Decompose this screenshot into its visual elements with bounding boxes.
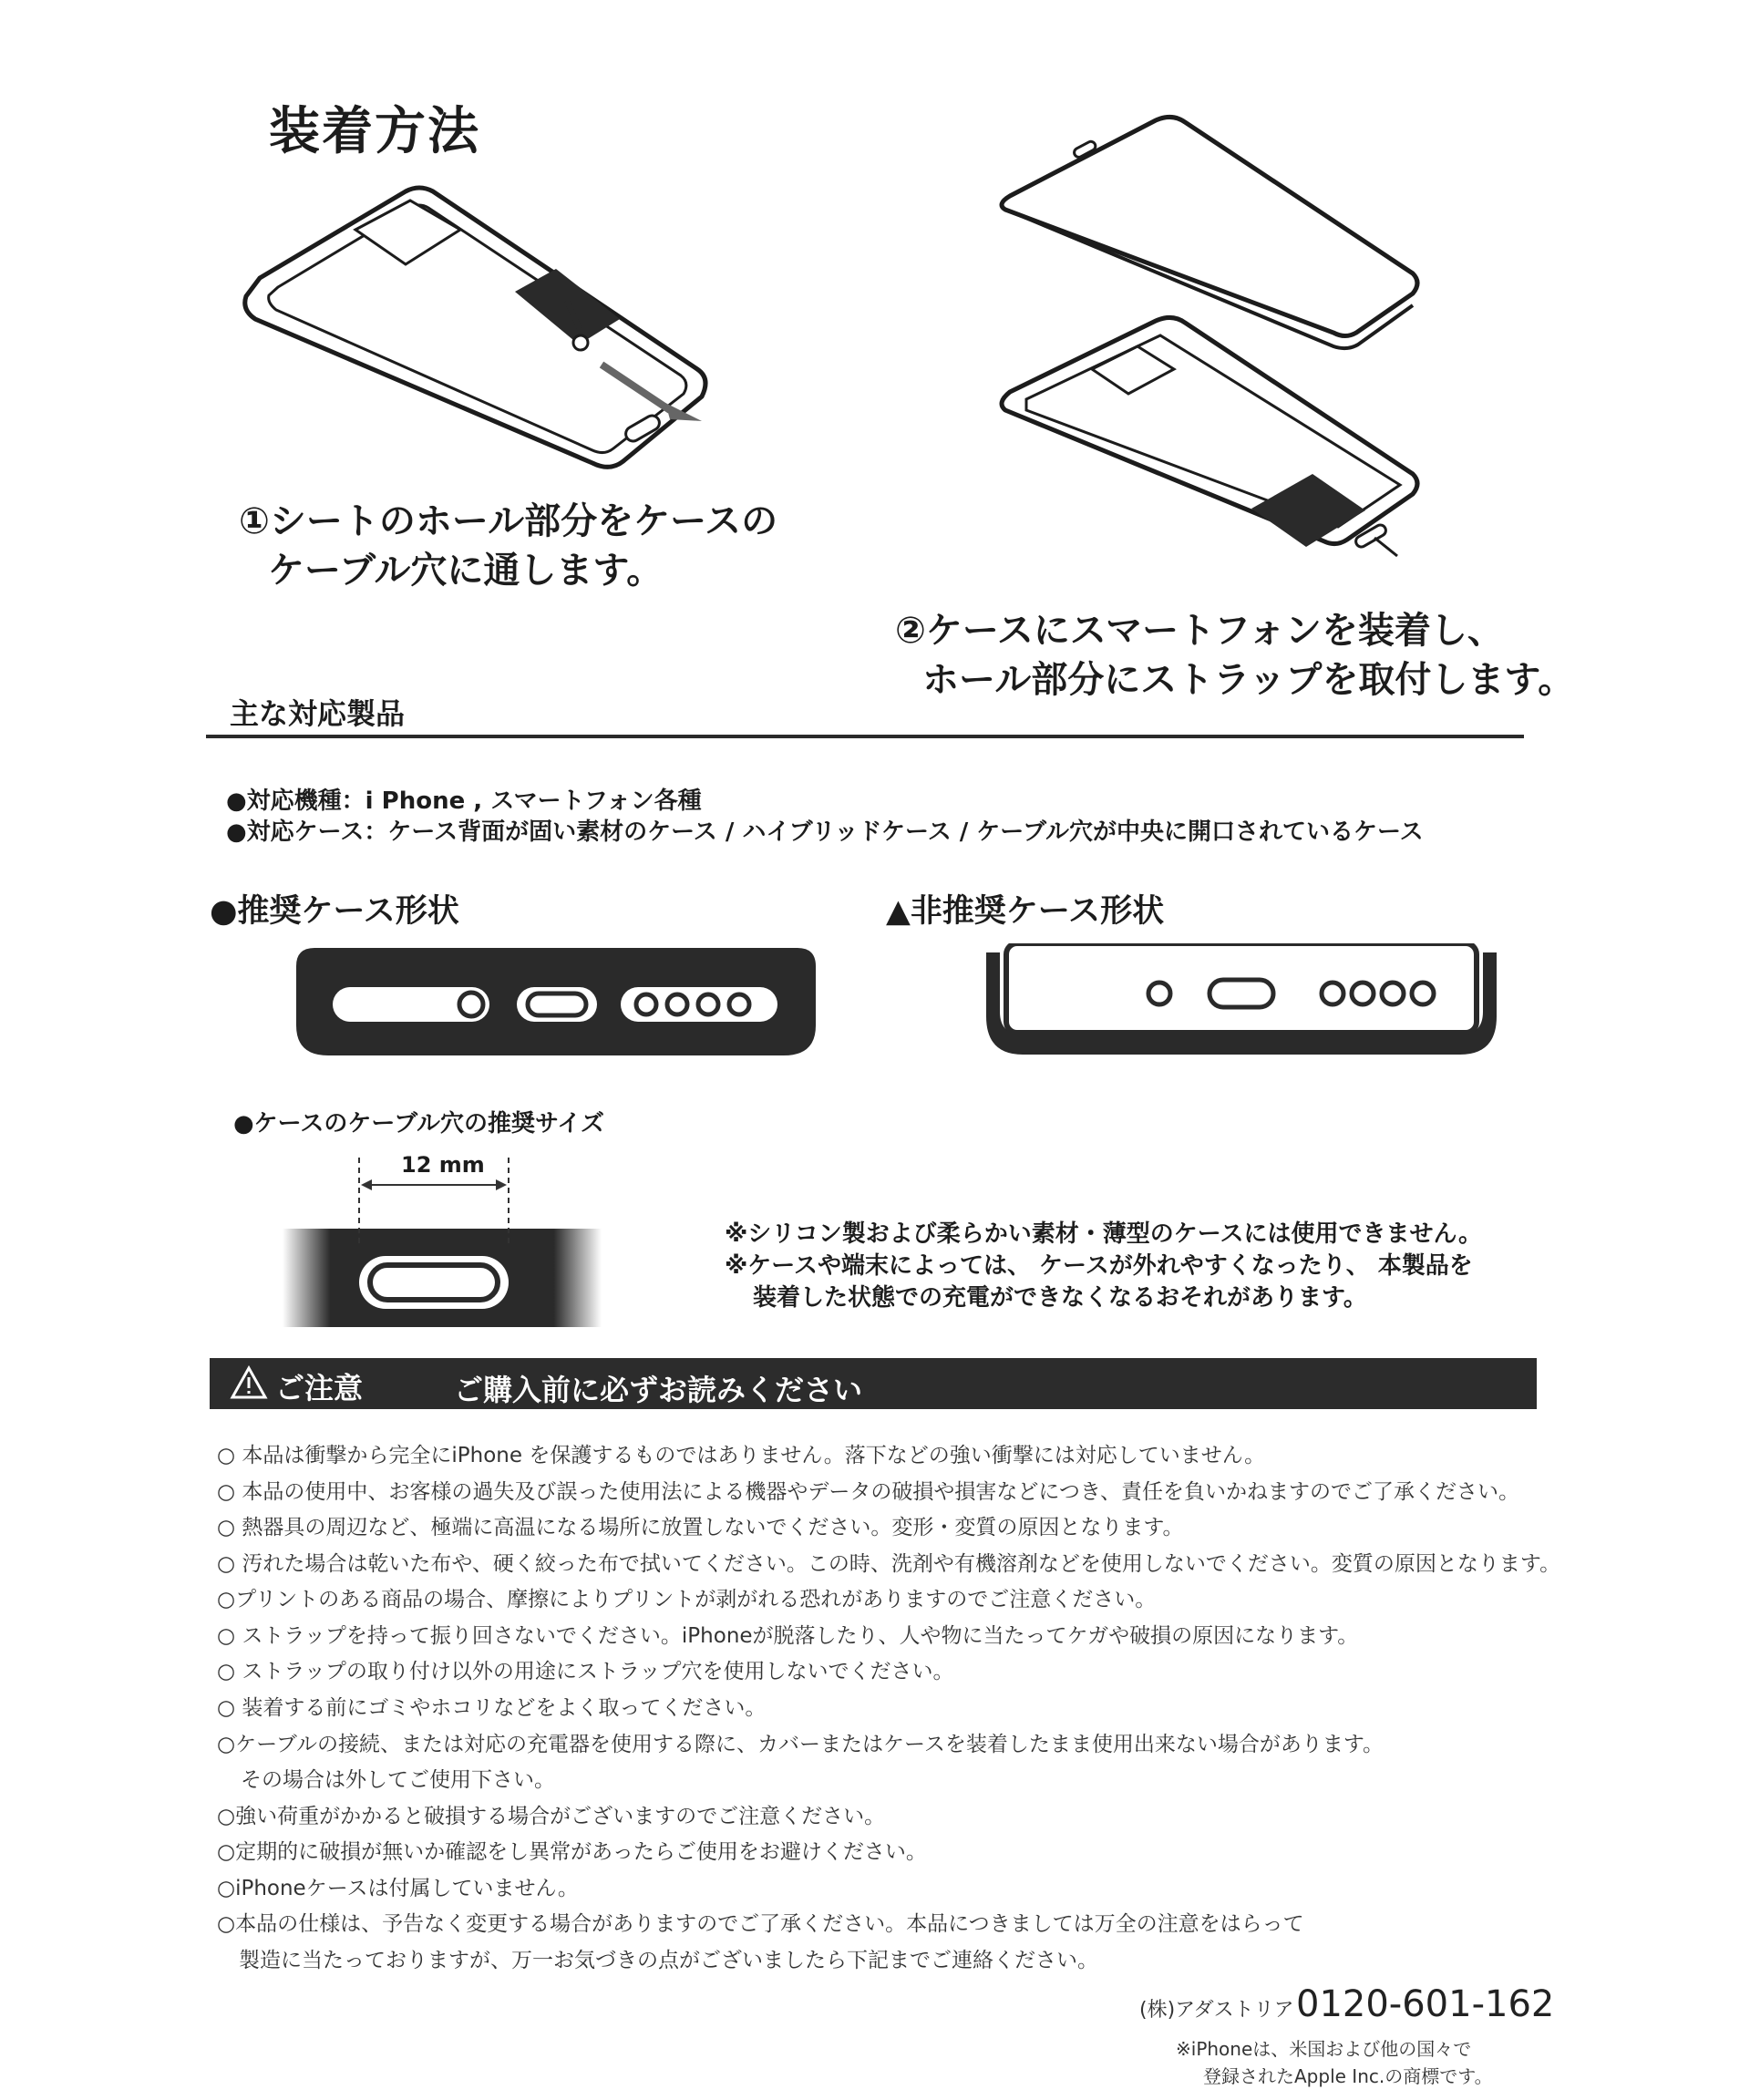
warning-subtitle: ご購入前に必ずお読みください [454, 1373, 863, 1407]
not-recommended-case-diagram [986, 943, 1497, 1057]
step-2-line-1: ②ケースにスマートフォンを装着し、 [895, 610, 1504, 652]
contact-phone: 0120-601-162 [1296, 1983, 1555, 2025]
compatible-devices: ●対応機種：i Phone , スマートフォン各種 [226, 788, 702, 815]
step-1-instructions [239, 497, 777, 595]
phone-into-case-illustration [992, 109, 1447, 583]
caution-item: ○定期的に破損が無いか確認をし異常があったらご使用をお避けください。 [217, 1840, 927, 1864]
caution-item: ○ ストラップを持って振り回さないでください。iPhoneが脱落したり、人や物に当たってケガや破損の原因になります。 [217, 1624, 1359, 1648]
recommended-size-heading: ●ケースのケーブル穴の推奨サイズ [233, 1110, 604, 1138]
not-recommended-shape-heading: ▲非推奨ケース形状 [886, 893, 1165, 930]
note-line-2: ※ケースや端末によっては、 ケースが外れやすくなったり、 本製品を [725, 1252, 1473, 1280]
page-title: 装着方法 [269, 102, 480, 161]
section-divider [206, 735, 1524, 738]
warning-banner [210, 1358, 1537, 1409]
trademark-line-1: ※iPhoneは、米国および他の国々で [1176, 2038, 1472, 2060]
recommended-case-diagram [296, 948, 816, 1057]
caution-item: ○プリントのある商品の場合、摩擦によりプリントが剥がれる恐れがありますのでご注意ください。 [217, 1588, 1157, 1611]
step-1-line-2: ケーブル穴に通します。 [268, 550, 664, 592]
caution-item: ○ 汚れた場合は乾いた布や、硬く絞った布で拭いてください。この時、洗剤や有機溶剤などを使用しないでください。変質の原因となります。 [217, 1552, 1561, 1576]
trademark-line-2: 登録されたApple Inc.の商標です。 [1203, 2065, 1493, 2087]
note-line-3: 装着した状態での充電ができなくなるおそれがあります。 [753, 1284, 1367, 1312]
warning-title: ご注意 [275, 1371, 364, 1405]
compatibility-heading: 主な対応製品 [230, 696, 406, 731]
caution-item: ○ケーブルの接続、または対応の充電器を使用する際に、カバーまたはケースを装着したまま使用出来ない場合があります。 [217, 1733, 1385, 1756]
caution-item: ○ ストラップの取り付け以外の用途にストラップ穴を使用しないでください。 [217, 1660, 954, 1683]
caution-item: ○ 熱器具の周辺など、極端に高温になる場所に放置しないでください。変形・変質の原因となります。 [217, 1516, 1184, 1539]
caution-item: ○本品の仕様は、予告なく変更する場合がありますのでご了承ください。本品につきましては万全の注意をはらって [217, 1912, 1304, 1936]
caution-item: ○iPhoneケースは付属していません。 [217, 1877, 579, 1900]
caution-item: ○ 本品は衝撃から完全にiPhone を保護するものではありません。落下などの強い衝撃には対応していません。 [217, 1444, 1266, 1467]
case-with-sheet-illustration [232, 173, 725, 483]
note-line-1: ※シリコン製および柔らかい素材・薄型のケースには使用できません。 [725, 1220, 1483, 1248]
caution-item-continued: その場合は外してご使用下さい。 [241, 1768, 555, 1792]
caution-item: ○強い荷重がかかると破損する場合がございますのでご注意ください。 [217, 1805, 886, 1828]
cable-hole-size-diagram [283, 1158, 602, 1331]
dimension-label: 12 mm [401, 1152, 485, 1178]
caution-item: ○ 本品の使用中、お客様の過失及び誤った使用法による機器やデータの破損や損害などにつき、責任を負いかねますのでご了承ください。 [217, 1480, 1519, 1504]
warning-icon [230, 1365, 268, 1400]
recommended-shape-heading: ●推奨ケース形状 [210, 893, 459, 930]
step-2-instructions [895, 606, 1574, 705]
company-name: (株)アダストリア [1139, 1999, 1294, 2022]
step-2-line-2: ホール部分にストラップを取付します。 [922, 659, 1575, 701]
compatible-cases: ●対応ケース：ケース背面が固い素材のケース / ハイブリッドケース / ケーブル穴が中央に開口されているケース [226, 818, 1424, 846]
caution-item: ○ 装着する前にゴミやホコリなどをよく取ってください。 [217, 1696, 767, 1720]
caution-item-continued: 製造に当たっておりますが、万一お気づきの点がございましたら下記までご連絡ください。 [239, 1949, 1098, 1972]
step-1-line-1: ①シートのホール部分をケースの [239, 500, 778, 542]
